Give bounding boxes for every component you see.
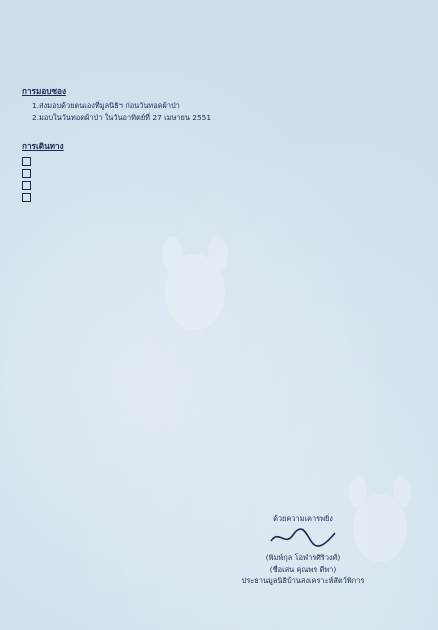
checkbox[interactable] <box>22 157 31 166</box>
travel-option-1[interactable] <box>22 155 424 167</box>
delivery-step-1: 1.ส่งมอบด้วยตนเองที่มูลนิธิฯ ก่อนวันทอดผ้าป่า <box>32 101 180 110</box>
travel-option-4[interactable] <box>22 191 424 203</box>
intro-paragraph-2 <box>16 33 424 56</box>
travel-option-3[interactable] <box>22 179 424 191</box>
travel-heading: การเดินทาง <box>22 141 64 151</box>
signatory-name: (พิมพ์กุล โอฬารศิริวงศ์) <box>265 553 341 562</box>
signature-block <box>198 513 408 598</box>
checkbox[interactable] <box>22 193 31 202</box>
signatory-title: ประธานมูลนิธิบ้านสงเคราะห์สัตว์พิการ <box>241 576 365 585</box>
delivery-step-2: 2.มอบในวันทอดผ้าป่า ในวันอาทิตย์ที่ 27 เมษายน 2551 <box>32 113 212 122</box>
delivery-heading: การมอบซอง <box>22 86 66 96</box>
closing-paragraph <box>16 203 424 226</box>
handwritten-signature <box>263 525 343 549</box>
delivery-step-3 <box>32 124 424 136</box>
intro-paragraph-3 <box>16 58 424 81</box>
dog-watermark-icon <box>150 230 240 340</box>
signatory-nickname: (ชื่อเล่น คุณพร ดีพา) <box>269 564 337 574</box>
checkbox[interactable] <box>22 181 31 190</box>
signatory-subtitle <box>198 587 408 599</box>
travel-option-2[interactable] <box>22 167 424 179</box>
checkbox[interactable] <box>22 169 31 178</box>
intro-paragraph-1 <box>16 8 424 31</box>
signature-closing: ด้วยความเคารพยิ่ง <box>273 514 333 523</box>
